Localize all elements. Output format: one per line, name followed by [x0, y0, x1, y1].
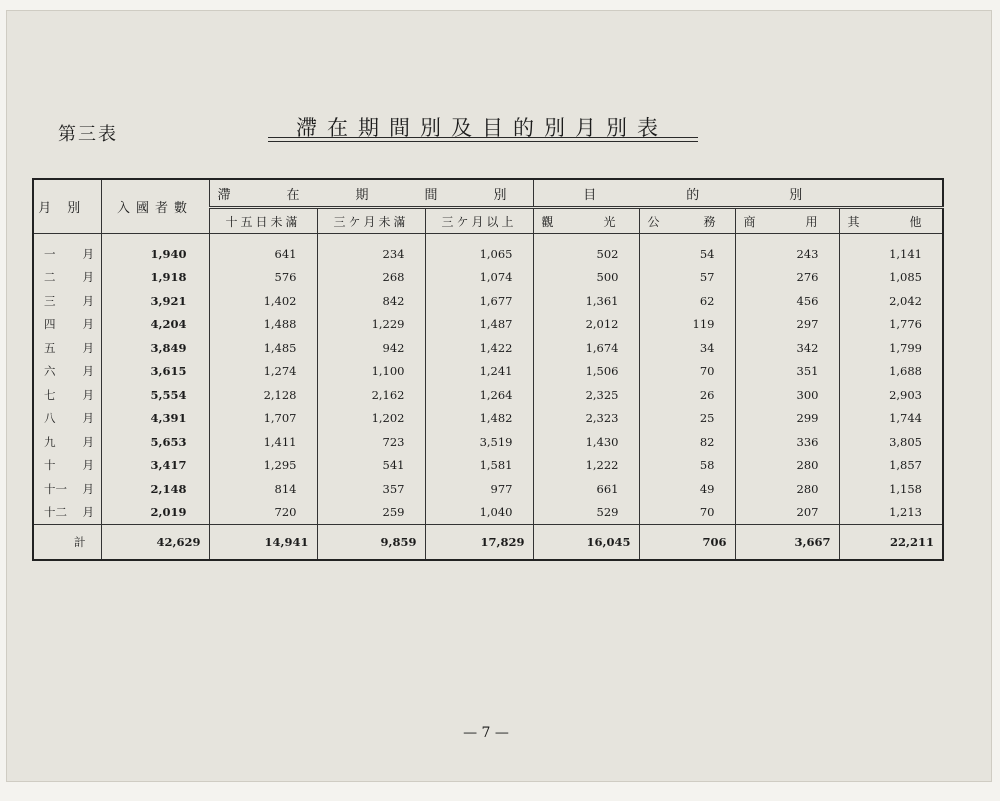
- value-cell: 34: [639, 336, 735, 360]
- value-cell: 723: [317, 430, 425, 454]
- value-cell: 1,074: [425, 266, 533, 290]
- value-cell: 2,325: [533, 383, 639, 407]
- value-cell: 54: [639, 234, 735, 266]
- total-cell: 22,211: [839, 525, 943, 561]
- table-row: [33, 336, 943, 360]
- month-cell: [33, 477, 101, 501]
- value-cell: 234: [317, 234, 425, 266]
- month-cell: [33, 501, 101, 525]
- month-cell: [33, 360, 101, 384]
- month-unit: 月: [82, 270, 94, 285]
- value-cell: 1,506: [533, 360, 639, 384]
- total-cell: 9,859: [317, 525, 425, 561]
- value-cell: 49: [639, 477, 735, 501]
- entrants-cell: 1,918: [101, 266, 209, 290]
- table-row: [33, 430, 943, 454]
- document-page: [6, 10, 992, 782]
- value-cell: 70: [639, 501, 735, 525]
- value-cell: 1,799: [839, 336, 943, 360]
- value-cell: 25: [639, 407, 735, 431]
- table-label: 第三表: [58, 124, 118, 145]
- month-number: 十一: [44, 481, 67, 496]
- value-cell: 541: [317, 454, 425, 478]
- month-number: 二: [44, 270, 56, 285]
- header-sightseeing: 觀光: [533, 208, 639, 234]
- table-row: [33, 313, 943, 337]
- title-underline: [268, 137, 698, 138]
- month-number: 九: [44, 434, 56, 449]
- entrants-cell: 5,554: [101, 383, 209, 407]
- value-cell: 1,040: [425, 501, 533, 525]
- month-cell: [33, 313, 101, 337]
- header-under-15-days: 十五日未滿: [209, 208, 317, 234]
- month-cell: [33, 407, 101, 431]
- entrants-cell: 4,204: [101, 313, 209, 337]
- value-cell: 280: [735, 454, 839, 478]
- header-month-label: 月別: [38, 201, 97, 216]
- value-cell: 1,213: [839, 501, 943, 525]
- value-cell: 456: [735, 289, 839, 313]
- value-cell: 1,485: [209, 336, 317, 360]
- value-cell: 62: [639, 289, 735, 313]
- value-cell: 1,100: [317, 360, 425, 384]
- value-cell: 502: [533, 234, 639, 266]
- value-cell: 2,162: [317, 383, 425, 407]
- table-row: [33, 501, 943, 525]
- value-cell: 1,430: [533, 430, 639, 454]
- value-cell: 1,241: [425, 360, 533, 384]
- header-over-3-months: 三ケ月以上: [425, 208, 533, 234]
- value-cell: 942: [317, 336, 425, 360]
- total-row: [33, 525, 943, 561]
- value-cell: 1,487: [425, 313, 533, 337]
- month-unit: 月: [82, 481, 94, 496]
- total-cell: 14,941: [209, 525, 317, 561]
- month-unit: 月: [82, 434, 94, 449]
- month-number: 七: [44, 387, 56, 402]
- value-cell: 1,274: [209, 360, 317, 384]
- month-unit: 月: [82, 246, 94, 261]
- value-cell: 720: [209, 501, 317, 525]
- value-cell: 1,688: [839, 360, 943, 384]
- value-cell: 1,402: [209, 289, 317, 313]
- value-cell: 336: [735, 430, 839, 454]
- month-number: 四: [44, 317, 56, 332]
- table-row: [33, 477, 943, 501]
- value-cell: 529: [533, 501, 639, 525]
- value-cell: 1,677: [425, 289, 533, 313]
- table-body: [33, 234, 943, 525]
- month-unit: 月: [82, 505, 94, 520]
- title-underline-second: [268, 141, 698, 142]
- month-cell: [33, 289, 101, 313]
- value-cell: 243: [735, 234, 839, 266]
- value-cell: 3,519: [425, 430, 533, 454]
- entrants-cell: 3,615: [101, 360, 209, 384]
- value-cell: 576: [209, 266, 317, 290]
- value-cell: 1,158: [839, 477, 943, 501]
- entrants-cell: 3,417: [101, 454, 209, 478]
- value-cell: 1,488: [209, 313, 317, 337]
- value-cell: 299: [735, 407, 839, 431]
- table-row: [33, 383, 943, 407]
- month-number: 八: [44, 411, 56, 426]
- total-label: 計: [33, 525, 101, 561]
- value-cell: 1,857: [839, 454, 943, 478]
- page-title: 滯在期間別及目的別月別表: [296, 116, 668, 140]
- month-cell: [33, 430, 101, 454]
- value-cell: 119: [639, 313, 735, 337]
- month-cell: [33, 336, 101, 360]
- value-cell: 1,141: [839, 234, 943, 266]
- statistics-table: [32, 178, 972, 561]
- table-row: [33, 407, 943, 431]
- value-cell: 1,674: [533, 336, 639, 360]
- month-unit: 月: [82, 293, 94, 308]
- value-cell: 1,264: [425, 383, 533, 407]
- month-number: 五: [44, 340, 56, 355]
- value-cell: 1,707: [209, 407, 317, 431]
- header-official: 公務: [639, 208, 735, 234]
- value-cell: 1,085: [839, 266, 943, 290]
- value-cell: 2,323: [533, 407, 639, 431]
- value-cell: 500: [533, 266, 639, 290]
- value-cell: 70: [639, 360, 735, 384]
- value-cell: 58: [639, 454, 735, 478]
- value-cell: 342: [735, 336, 839, 360]
- month-cell: [33, 234, 101, 266]
- header-entrants: 入國者數: [101, 179, 209, 234]
- header-business: 商用: [735, 208, 839, 234]
- table-row: [33, 234, 943, 266]
- value-cell: 1,411: [209, 430, 317, 454]
- month-unit: 月: [82, 458, 94, 473]
- month-unit: 月: [82, 364, 94, 379]
- value-cell: 1,222: [533, 454, 639, 478]
- value-cell: 297: [735, 313, 839, 337]
- month-number: 一: [44, 246, 56, 261]
- entrants-cell: 2,148: [101, 477, 209, 501]
- month-number: 六: [44, 364, 56, 379]
- value-cell: 842: [317, 289, 425, 313]
- value-cell: 1,229: [317, 313, 425, 337]
- value-cell: 1,202: [317, 407, 425, 431]
- header-under-3-months: 三ケ月未滿: [317, 208, 425, 234]
- month-number: 十二: [44, 505, 67, 520]
- header-stay-period: 滯在期間別: [209, 179, 533, 208]
- value-cell: 276: [735, 266, 839, 290]
- entrants-cell: 4,391: [101, 407, 209, 431]
- total-cell: 706: [639, 525, 735, 561]
- value-cell: 1,065: [425, 234, 533, 266]
- month-cell: [33, 454, 101, 478]
- value-cell: 641: [209, 234, 317, 266]
- value-cell: 1,422: [425, 336, 533, 360]
- value-cell: 357: [317, 477, 425, 501]
- month-cell: [33, 383, 101, 407]
- value-cell: 814: [209, 477, 317, 501]
- value-cell: 1,482: [425, 407, 533, 431]
- header-month: [33, 179, 101, 234]
- value-cell: 3,805: [839, 430, 943, 454]
- value-cell: 661: [533, 477, 639, 501]
- total-cell: 16,045: [533, 525, 639, 561]
- value-cell: 1,776: [839, 313, 943, 337]
- entrants-cell: 1,940: [101, 234, 209, 266]
- entrants-cell: 3,921: [101, 289, 209, 313]
- value-cell: 207: [735, 501, 839, 525]
- value-cell: 1,361: [533, 289, 639, 313]
- value-cell: 351: [735, 360, 839, 384]
- month-number: 三: [44, 293, 56, 308]
- month-unit: 月: [82, 387, 94, 402]
- value-cell: 2,042: [839, 289, 943, 313]
- header-purpose: 目的別: [533, 179, 943, 208]
- entrants-cell: 5,653: [101, 430, 209, 454]
- month-unit: 月: [82, 340, 94, 355]
- value-cell: 26: [639, 383, 735, 407]
- value-cell: 280: [735, 477, 839, 501]
- total-entrants: 42,629: [101, 525, 209, 561]
- page-number: — 7 —: [463, 725, 509, 741]
- value-cell: 300: [735, 383, 839, 407]
- value-cell: 977: [425, 477, 533, 501]
- value-cell: 259: [317, 501, 425, 525]
- table-row: [33, 360, 943, 384]
- table-row: [33, 454, 943, 478]
- table-row: [33, 266, 943, 290]
- total-cell: 3,667: [735, 525, 839, 561]
- value-cell: 268: [317, 266, 425, 290]
- month-unit: 月: [82, 411, 94, 426]
- value-cell: 2,128: [209, 383, 317, 407]
- value-cell: 1,581: [425, 454, 533, 478]
- month-unit: 月: [82, 317, 94, 332]
- value-cell: 2,903: [839, 383, 943, 407]
- value-cell: 82: [639, 430, 735, 454]
- header-other: 其他: [839, 208, 943, 234]
- table-row: [33, 289, 943, 313]
- entrants-cell: 2,019: [101, 501, 209, 525]
- month-cell: [33, 266, 101, 290]
- value-cell: 1,295: [209, 454, 317, 478]
- entrants-cell: 3,849: [101, 336, 209, 360]
- value-cell: 57: [639, 266, 735, 290]
- total-cell: 17,829: [425, 525, 533, 561]
- value-cell: 2,012: [533, 313, 639, 337]
- value-cell: 1,744: [839, 407, 943, 431]
- month-number: 十: [44, 458, 56, 473]
